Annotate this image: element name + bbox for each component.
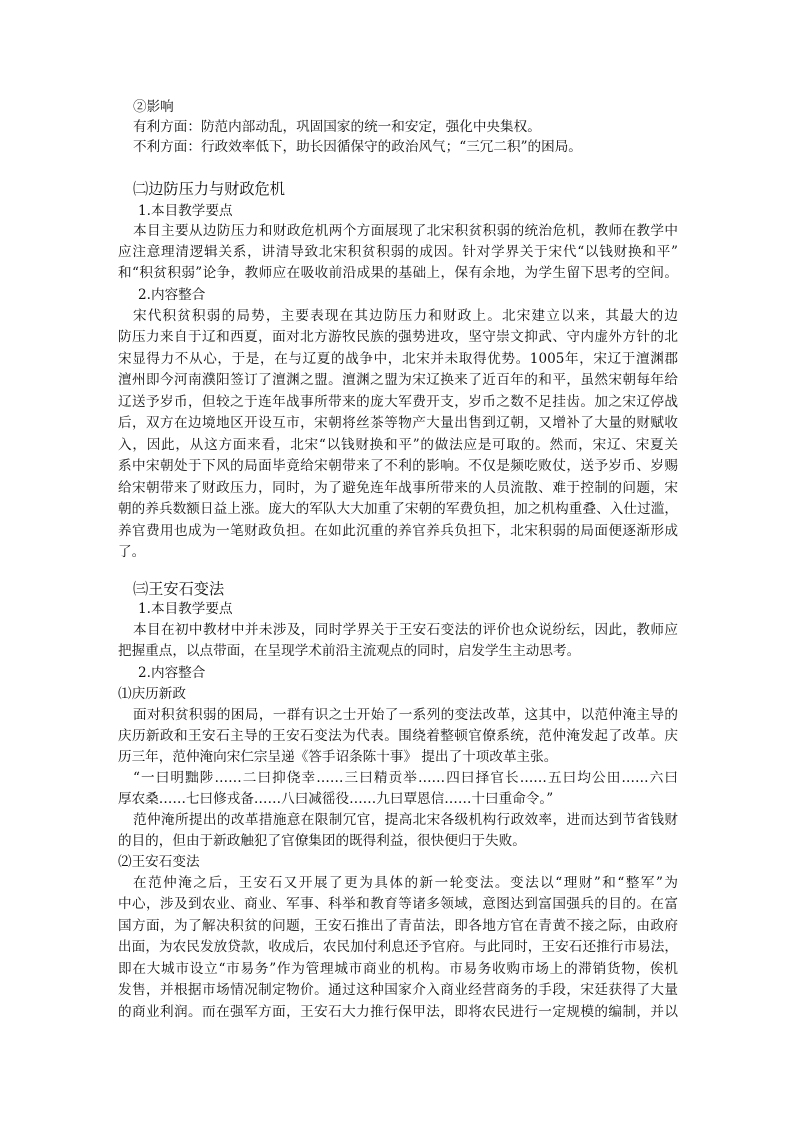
text-line: 庆历新政和王安石主导的王安石变法为代表。围绕着整顿官僚系统，范仲淹发起了改革。庆: [118, 728, 678, 744]
subheading: 2.内容整合: [138, 665, 206, 681]
text-line: 了。: [118, 544, 146, 560]
text-line: 澶州即今河南濮阳签订了澶渊之盟。澶渊之盟为宋辽换来了近百年的和平，虽然宋朝每年给: [118, 372, 678, 388]
text-line: 即在大城市设立“市易务”作为管理城市商业的机构。市易务收购市场上的滞销货物，俟机: [118, 961, 678, 977]
text-line: 的目的，但由于新政触犯了官僚集团的既得利益，很快便归于失败。: [118, 833, 526, 849]
subheading: ⑵王安石变法: [118, 854, 200, 870]
text-line: 发售，并根据市场情况制定物价。通过这种国家介入商业经营商务的手段，宋廷获得了大量: [118, 982, 678, 998]
text-line: 把握重点，以点带面，在呈现学术前沿主流观点的同时，启发学生主动思考。: [118, 643, 581, 659]
subheading: 2.内容整合: [138, 287, 206, 303]
section-heading: ㈡边防压力与财政危机: [133, 180, 285, 198]
text-line: 在范仲淹之后，王安石又开展了更为具体的新一轮变法。变法以“理财”和“整军”为: [133, 875, 678, 891]
section-heading: ㈢王安石变法: [133, 580, 225, 598]
text-line: 给宋朝带来了财政压力，同时，为了避免连年战事所带来的人员流散、难于控制的问题，宋: [118, 480, 678, 496]
text-line: 历三年，范仲淹向宋仁宗呈递《答手诏条陈十事》 提出了十项改革主张。: [118, 749, 558, 765]
text-line: 宋代积贫积弱的局势，主要表现在其边防压力和财政上。北宋建立以来，其最大的边: [133, 308, 678, 324]
text-line: 国方面，为了解决积贫的问题，王安石推出了青苗法，即各地方官在青黄不接之际，由政府: [118, 918, 678, 934]
subheading-impact: ②影响: [133, 99, 174, 115]
text-line: 入，因此，从这方面来看，北宋“以钱财换和平”的做法应是可取的。然而，宋辽、宋夏关: [118, 437, 678, 453]
subheading: 1.本目教学要点: [138, 601, 233, 617]
text-line: 不利方面：行政效率低下，助长因循保守的政治风气；“三冗二积”的困局。: [133, 139, 582, 155]
text-line: 应注意理清逻辑关系，讲清导致北宋积贫积弱的成因。针对学界关于宋代“以钱财换和平”: [118, 244, 678, 260]
text-line: 本目在初中教材中并未涉及，同时学界关于王安石变法的评价也众说纷纭，因此，教师应: [133, 622, 678, 638]
text-line: 范仲淹所提出的改革措施意在限制冗官，提高北宋各级机构行政效率，进而达到节省钱财: [133, 812, 678, 828]
text-line: 防压力来自于辽和西夏，面对北方游牧民族的强势进攻，坚守崇文抑武、守内虚外方针的北: [118, 329, 678, 345]
text-line: 养官费用也成为一笔财政负担。在如此沉重的养官养兵负担下，北宋积弱的局面便逐渐形成: [118, 523, 678, 539]
text-line: 有利方面：防范内部动乱，巩固国家的统一和安定，强化中央集权。: [133, 119, 541, 135]
text-line: 中心，涉及到农业、商业、军事、科举和教育等诸多领域，意图达到富国强兵的目的。在富: [118, 896, 678, 912]
text-line: 朝的养兵数额日益上涨。庞大的军队大大加重了宋朝的军费负担，加之机构重叠、入仕过滥，: [118, 501, 678, 517]
subheading: ⑴庆历新政: [118, 686, 186, 702]
text-line: 本目主要从边防压力和财政危机两个方面展现了北宋积贫积弱的统治危机，教师在教学中: [133, 223, 678, 239]
quote-line: 厚农桑……七曰修戎备……八曰减徭役……九曰覃恩信……十曰重命令。”: [118, 791, 554, 807]
subheading: 1.本目教学要点: [138, 203, 233, 219]
text-line: 和“积贫积弱”论争，教师应在吸收前沿成果的基础上，保有余地，为学生留下思考的空间。: [118, 265, 678, 281]
text-line: 出面，为农民发放贷款，收成后，农民加付利息还予官府。与此同时，王安石还推行市易法，: [118, 939, 678, 955]
text-line: 宋显得力不从心，于是，在与辽夏的战争中，北宋并未取得优势。1005年，宋辽于澶渊郡: [118, 351, 678, 367]
text-line: 的商业利润。而在强军方面，王安石大力推行保甲法，即将农民进行一定规模的编制，并以: [118, 1004, 678, 1020]
text-line: 系中宋朝处于下风的局面毕竟给宋朝带来了不利的影响。不仅是频吃败仗，送予岁币、岁赐: [118, 458, 678, 474]
quote-line: “一曰明黜陟……二曰抑侥幸……三曰精贡举……四曰择官长……五曰均公田……六曰: [133, 770, 678, 786]
text-line: 面对积贫积弱的困局，一群有识之士开始了一系列的变法改革，这其中，以范仲淹主导的: [133, 707, 678, 723]
text-line: 后，双方在边境地区开设互市，宋朝将丝茶等物产大量出售到辽朝，又增补了大量的财赋收: [118, 415, 678, 431]
text-line: 辽送予岁币，但较之于连年战事所带来的庞大军费开支，岁币之数不足挂齿。加之宋辽停战: [118, 394, 678, 410]
